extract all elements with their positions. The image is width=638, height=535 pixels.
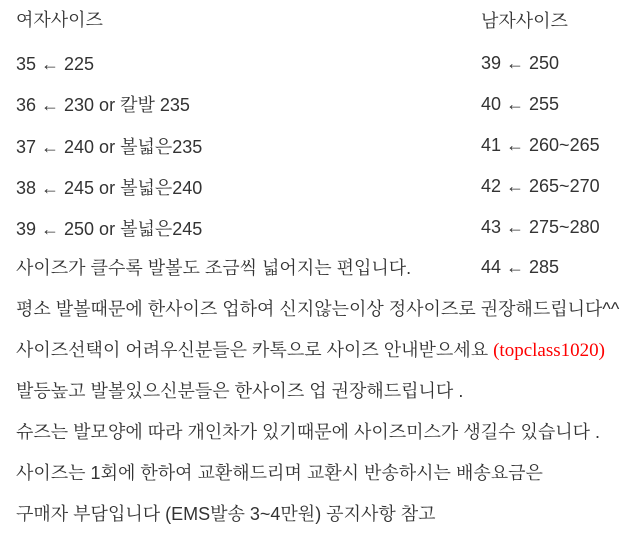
men-size-row: 43 ← 275~280: [481, 217, 600, 237]
note-line: [16, 379, 463, 404]
note-line: [16, 297, 619, 322]
women-size-row: 39 ← 250 or 볼넓은245: [16, 219, 203, 239]
men-size-row: 44 ← 285: [481, 257, 560, 277]
women-size-row: 36 ← 230 or 칼발 235: [16, 95, 190, 115]
note-line: [16, 502, 436, 527]
men-size-title: 남자사이즈: [481, 11, 568, 31]
note-text: 평소 발볼때문에 한사이즈 업하여 신지않는이상 정사이즈로 권장해드립니다^^: [16, 299, 620, 319]
note-line: [16, 461, 543, 486]
note-text: 사이즈가 클수록 발볼도 조금씩 넓어지는 편입니다.: [16, 258, 412, 278]
women-size-row: 38 ← 245 or 볼넓은240: [16, 178, 203, 198]
men-size-row: 40 ← 255: [481, 94, 560, 114]
men-size-row: 41 ← 260~265: [481, 135, 600, 155]
men-size-row: 42 ← 265~270: [481, 176, 600, 196]
women-size-title: 여자사이즈: [16, 10, 103, 30]
note-text: 슈즈는 발모양에 따라 개인차가 있기때문에 사이즈미스가 생길수 있습니다 .: [16, 422, 601, 442]
note-line: [16, 338, 605, 363]
women-size-row: 35 ← 225: [16, 54, 95, 74]
note-text: 사이즈는 1회에 한하여 교환해드리며 교환시 반송하시는 배송요금은: [16, 463, 543, 483]
note-text: 구매자 부담입니다 (EMS발송 3~4만원) 공지사항 참고: [16, 504, 436, 524]
men-size-row: 39 ← 250: [481, 53, 560, 73]
women-size-row: 37 ← 240 or 볼넓은235: [16, 137, 203, 157]
note-line: [16, 420, 600, 445]
note-text: 사이즈선택이 어려우신분들은 카톡으로 사이즈 안내받으세요: [16, 340, 494, 360]
note-text: 발등높고 발볼있으신분들은 한사이즈 업 권장해드립니다 .: [16, 381, 464, 401]
kakao-id-highlight: (topclass1020): [493, 340, 605, 361]
note-line: [16, 256, 411, 281]
